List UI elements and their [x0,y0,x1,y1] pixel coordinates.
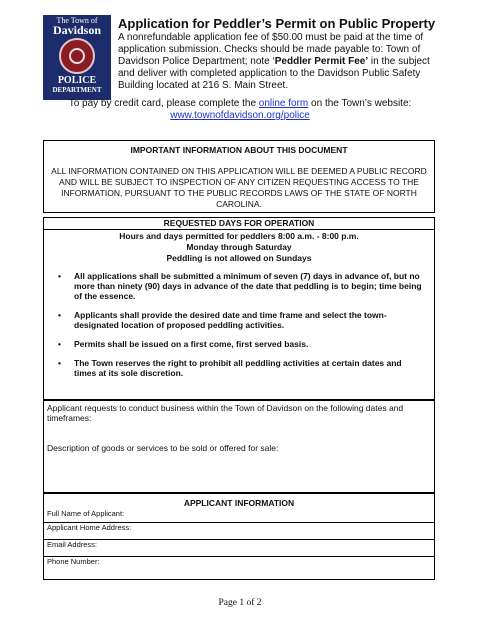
list-item [58,310,426,330]
important-heading: IMPORTANT INFORMATION ABOUT THIS DOCUMENT [130,145,348,155]
page-number: Page 1 of 2 [218,598,262,608]
payment-note [0,98,480,122]
list-item [58,339,426,349]
intro-paragraph [118,32,443,92]
rule-text: All applications shall be submitted a minimum of seven (7) days in advance of, but no more than ninety (90) days in advance of the date that peddling is to begin; time being of the essence. [74,271,422,301]
intro-text-start: A nonrefundable application fee of $50.00 must be paid at the time of application submission. Checks should be made payable to: Town of Davidson Police Department; note ‘ [118,32,424,67]
email-field[interactable]: Email Address: [44,539,434,556]
police-department-logo [43,15,111,100]
intro-text-bold: Peddler Permit Fee’ [274,56,369,67]
hours-line-1: Hours and days permitted for peddlers 8:00 a.m. - 8:00 p.m. [119,231,359,241]
bullet-icon: • [58,339,61,349]
logo-police: POLICE [57,75,97,86]
hours-line-3: Peddling is not allowed on Sundays [166,253,312,263]
bullet-icon: • [58,358,61,368]
list-item [58,271,426,301]
online-form-link[interactable]: online form [258,98,309,109]
logo-department: DEPARTMENT [52,86,102,94]
applicant-heading: APPLICANT INFORMATION [183,498,295,508]
intro-text-end: in the subject and deliver with completed application to the Davidson Public Safety Building located at 216 S. Main Street. [118,56,430,91]
logo-town-of: The Town of [56,16,98,25]
hours-line-2: Monday through Saturday [186,242,292,252]
requested-days-box [43,217,435,400]
list-item [58,358,426,378]
bullet-icon: • [58,271,61,281]
important-text: ALL INFORMATION CONTAINED ON THIS APPLICATION WILL BE DEEMED A PUBLIC RECORD AND WILL BE SUBJECT TO INSPECTION OF ANY CITIZEN REQUESTING ACCESS TO THE INFORMATION, PURSUANT TO THE PUBLIC RECORDS LAWS OF THE STATE OF NORTH CAROLINA. [51,166,427,209]
requested-heading: REQUESTED DAYS FOR OPERATION [44,218,434,230]
website-link[interactable]: www.townofdavidson.org/police [170,110,310,121]
payment-text-start: To pay by credit card, please complete the [68,98,259,109]
logo-davidson: Davidson [52,23,102,37]
payment-text-end: on the Town’s website: [308,98,412,109]
full-name-field[interactable]: Full Name of Applicant: [47,509,125,518]
page-title: Application for Peddler’s Permit on Public Property [118,16,436,31]
dates-timeframes-label: Applicant requests to conduct business within the Town of Davidson on the following dates and timeframes: [47,403,404,423]
business-details-box[interactable] [43,400,435,493]
important-info-box [43,140,435,213]
phone-field[interactable]: Phone Number: [44,556,434,573]
rule-text: Applicants shall provide the desired date and time frame and select the town-designated location of proposed peddling activities. [74,310,387,330]
rules-list [44,271,434,378]
seal-icon [59,38,95,74]
goods-description-label: Description of goods or services to be sold or offered for sale: [47,443,279,453]
rule-text: The Town reserves the right to prohibit all peddling activities at certain dates and times at its sole discretion. [74,358,402,378]
bullet-icon: • [58,310,61,320]
rule-text: Permits shall be issued on a first come, first served basis. [74,339,309,349]
applicant-info-box [43,493,435,580]
home-address-field[interactable]: Applicant Home Address: [44,522,434,539]
